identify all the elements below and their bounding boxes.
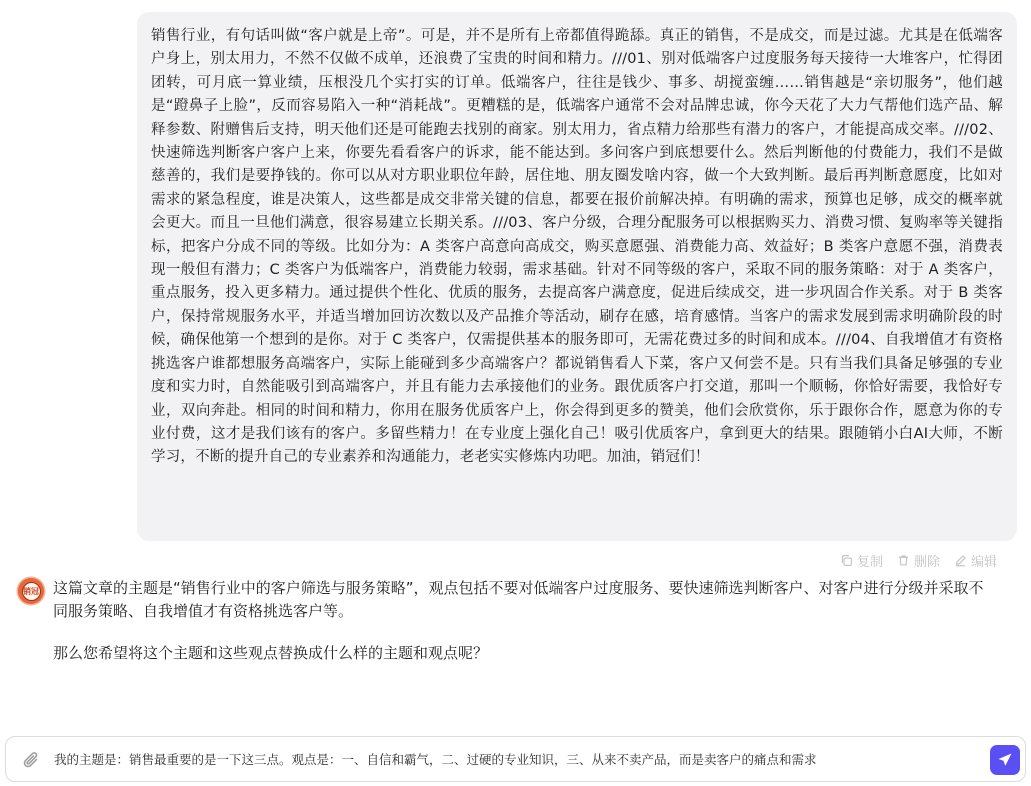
- bot-avatar-logo: 销冠: [22, 582, 41, 601]
- paperclip-icon[interactable]: [21, 750, 41, 770]
- edit-button[interactable]: [954, 551, 997, 570]
- bot-reply-paragraph: 这篇文章的主题是“销售行业中的客户筛选与服务策略”，观点包括不要对低端客户过度服务、要快速筛选判断客户、对客户进行分级并采取不同服务策略、自我增值才有资格挑选客户等。: [53, 579, 984, 620]
- trash-icon: [897, 554, 910, 567]
- message-input[interactable]: 我的主题是：销售最重要的是一下这三点。观点是：一、自信和霸气，二、过硬的专业知识，三、从来不卖产品，而是卖客户的痛点和需求: [54, 752, 817, 767]
- message-actions: [840, 550, 997, 570]
- message-composer: [5, 736, 1026, 782]
- delete-label: 删除: [914, 554, 941, 570]
- send-icon: [997, 752, 1013, 768]
- bot-avatar: [18, 578, 44, 604]
- bot-reply-question: 那么您希望将这个主题和这些观点替换成什么样的主题和观点呢？: [53, 644, 489, 662]
- edit-icon: [954, 554, 967, 567]
- edit-label: 编辑: [971, 554, 998, 570]
- send-button[interactable]: [990, 745, 1020, 775]
- copy-button[interactable]: [840, 551, 883, 570]
- delete-button[interactable]: [897, 551, 940, 570]
- user-message-bubble: 销售行业，有句话叫做“客户就是上帝”。可是，并不是所有上帝都值得跪舔。真正的销售，不是成交，而是过滤。尤其是在低端客户身上，别太用力，不然不仅做不成单，还浪费了宝贵的时间和精力。///01、别对低端客户过度服务每天接待一大堆客户，忙得团团转，可月底一算业绩，压根没几个实打实的订单。低端客户，往往是钱少、事多、胡搅蛮缠……销售越是“亲切服务”，他们越是“蹬鼻子上脸”，反而容易陷入一种“消耗战”。更糟糕的是，低端客户通常不会对品牌忠诚，你今天花了大力气帮他们选产品、解释参数、附赠售后支持，明天他们还是可能跑去找别的商家。别太用力，省点精力给那些有潜力的客户，才能提高成交率。///02、快速筛选判断客户客户上来，你要先看看客户的诉求，能不能达到。多问客户到底想要什么。然后判断他的付费能力，我们不是做慈善的，我们是要挣钱的。你可以从对方职业职位年龄，居住地、朋友圈发啥内容，做一个大致判断。最后再判断意愿度，比如对需求的紧急程度，谁是决策人，这些都是成交非常关键的信息，都要在报价前解决掉。有明确的需求，预算也足够，成交的概率就会更大。而且一旦他们满意，很容易建立长期关系。///03、客户分级，合理分配服务可以根据购买力、消费习惯、复购率等关键指标，把客户分成不同的等级。比如分为：A 类客户高意向高成交，购买意愿强、消费能力高、效益好；B 类客户意愿不强，消费表现一般但有潜力；C 类客户为低端客户，消费能力较弱，需求基础。针对不同等级的客户，采取不同的服务策略：对于 A 类客户，重点服务，投入更多精力。通过提供个性化、优质的服务，去提高客户满意度，促进后续成交，进一步巩固合作关系。对于 B 类客户，保持常规服务水平，并适当增加回访次数以及产品推介等活动，刷存在感，培育感情。当客户的需求发展到需求明确阶段的时候，确保他第一个想到的是你。对于 C 类客户，仅需提供基本的服务即可，无需花费过多的时间和成本。///04、自我增值才有资格挑选客户谁都想服务高端客户，实际上能碰到多少高端客户？都说销售看人下菜，客户又何尝不是。只有当我们具备足够强的专业度和实力时，自然能吸引到高端客户，并且有能力去承接他们的业务。跟优质客户打交道，那叫一个顺畅，你恰好需要，我恰好专业，双向奔赴。相同的时间和精力，你用在服务优质客户上，你会得到更多的赞美，他们会欣赏你，乐于跟你合作，愿意为你的专业付费，这才是我们该有的客户。多留些精力！在专业度上强化自己！吸引优质客户，拿到更大的结果。跟随销小白AI大师，不断学习，不断的提升自己的专业素养和沟通能力，老老实实修炼内功吧。加油，销冠们！: [137, 12, 1017, 541]
- bot-reply: [53, 577, 988, 665]
- copy-icon: [840, 554, 853, 567]
- copy-label: 复制: [857, 554, 884, 570]
